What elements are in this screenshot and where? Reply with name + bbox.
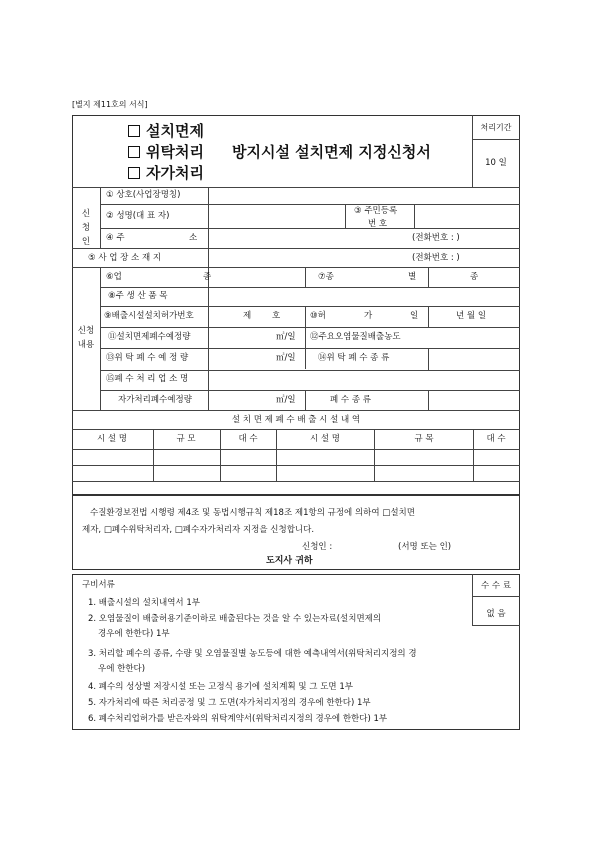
- self-volume-label: 자가처리폐수예정량: [118, 395, 192, 405]
- document-item: 1. 배출시설의 설치내역서 1부: [88, 598, 200, 608]
- pollutant-label: ⑫주요오염물질배출농도: [310, 332, 401, 342]
- title-option-consign: [128, 145, 204, 160]
- document-item: 2. 오염물질이 배출허용기준이하로 배출된다는 것을 알 수 있는자료(설치면제의: [88, 614, 382, 624]
- checkbox-consign[interactable]: [128, 146, 140, 158]
- resident-no-label-2: 번 호: [368, 219, 388, 229]
- divider: [100, 204, 520, 205]
- site-label: ⑤ 사 업 장 소 재 지: [88, 253, 162, 263]
- divider: [100, 370, 520, 371]
- divider: [72, 449, 520, 450]
- divider: [100, 187, 101, 248]
- divider: [100, 348, 520, 349]
- title-option-exempt: [128, 124, 204, 139]
- divider: [220, 429, 221, 481]
- divider: [72, 481, 520, 482]
- facility-header: 시 설 명: [309, 434, 341, 444]
- divider: [305, 306, 306, 369]
- divider: [305, 267, 306, 287]
- checkbox-self[interactable]: [128, 167, 140, 179]
- facility-header: 대 수: [238, 434, 258, 444]
- document-item: 4. 폐수의 성상별 저장시설 또는 고정식 용기에 설치계획 및 그 도면 1부: [88, 682, 353, 692]
- checkbox-exempt[interactable]: [128, 125, 140, 137]
- content-section-label: 신청내용: [77, 326, 95, 350]
- divider: [472, 139, 520, 140]
- permit-date-value: 년 월 일: [456, 311, 487, 321]
- consign-volume-label: ⑬위 탁 폐 수 예 정 량: [106, 353, 189, 363]
- divider: [153, 429, 154, 481]
- treatment-company-label: ⑮폐 수 처 리 업 소 명: [106, 374, 189, 384]
- exempt-volume-label: ⑪설치면제폐수예정량: [108, 332, 191, 342]
- title-option-self: [128, 166, 204, 181]
- facility-title: 설 치 면 제 폐 수 배 출 시 설 내 역: [231, 415, 361, 425]
- address-label-char: 소: [189, 233, 198, 243]
- exempt-volume-unit: ㎥/일: [276, 332, 296, 342]
- facility-header: 규 모: [176, 434, 196, 444]
- divider: [374, 429, 375, 481]
- divider: [100, 228, 520, 229]
- applicant-sign-label: 신청인 :: [302, 542, 333, 552]
- recipient: 도지사 귀하: [266, 556, 313, 566]
- document-item-cont: 경우에 한한다) 1부: [98, 629, 170, 639]
- title-option-label: 위탁처리: [146, 143, 204, 161]
- divider: [208, 187, 209, 410]
- self-type-label: 폐 수 종 류: [330, 395, 371, 405]
- divider: [414, 204, 415, 228]
- permit-date-label: ⑩허: [310, 311, 326, 321]
- category-label-mid: 별: [408, 272, 417, 282]
- divider: [276, 429, 277, 481]
- permit-no-label: ⑨배출시설설치허가번호: [104, 311, 194, 321]
- title-option-label: 설치면제: [146, 122, 204, 140]
- consign-volume-unit: ㎥/일: [276, 353, 296, 363]
- permit-ho: 호: [272, 311, 281, 321]
- document-item: 3. 처리할 폐수의 종류, 수량 및 오염물질별 농도등에 대한 예측내역서(위탁처리지정의 경: [88, 649, 417, 659]
- document-item: 6. 폐수처리업허가를 받은자와의 위탁계약서(위탁처리지정의 경우에 한한다) 1부: [88, 714, 388, 724]
- permit-je: 제: [243, 311, 252, 321]
- facility-header: 시 설 명: [96, 434, 128, 444]
- divider: [72, 187, 520, 188]
- divider: [428, 306, 429, 327]
- consign-type-label: ⑭위 탁 폐 수 종 류: [318, 353, 390, 363]
- divider: [472, 625, 520, 626]
- address-label: ④ 주: [106, 233, 125, 243]
- divider: [72, 429, 520, 430]
- statement-line-1: 수질환경보전법 시행령 제4조 및 동법시행규칙 제18조 제1항의 규정에 의하여 □설치면: [90, 508, 415, 518]
- site-phone: (전화번호 : ): [412, 253, 460, 263]
- document-item: 5. 자가처리에 따른 처리공정 및 그 도면(자가처리지정의 경우에 한한다) 1부: [88, 698, 371, 708]
- name-label: ② 성명(대 표 자): [106, 211, 170, 221]
- facility-header: 대 수: [486, 434, 506, 444]
- facility-header: 규 목: [414, 434, 434, 444]
- processing-value: 10 일: [485, 158, 507, 168]
- permit-date-label-char: 일: [410, 311, 419, 321]
- industry-label-char: 종: [203, 272, 212, 282]
- fee-value: 없 음: [486, 609, 506, 619]
- category-label: ⑦종: [318, 272, 334, 282]
- fee-label: 수 수 료: [480, 581, 512, 591]
- business-name-label: ① 상호(사업장명칭): [106, 190, 181, 200]
- divider: [473, 429, 474, 481]
- divider: [100, 306, 520, 307]
- products-label: ⑧주 생 산 품 목: [108, 291, 168, 301]
- resident-no-label: ③ 주민등록: [354, 206, 398, 216]
- statement-line-2: 제자, □폐수위탁처리자, □폐수자가처리자 지정을 신청합니다.: [82, 525, 315, 535]
- documents-title: 구비서류: [82, 580, 115, 590]
- divider: [428, 390, 429, 410]
- divider: [428, 348, 429, 370]
- permit-date-label-mid: 가: [364, 311, 373, 321]
- divider: [72, 267, 520, 268]
- divider: [345, 204, 346, 228]
- document-item-cont: 우에 한한다): [98, 664, 146, 674]
- address-phone: (전화번호 : ): [412, 233, 460, 243]
- category-label-char: 종: [470, 272, 479, 282]
- divider: [72, 248, 520, 249]
- divider: [305, 390, 306, 410]
- divider: [100, 327, 520, 328]
- divider: [72, 465, 520, 466]
- divider: [72, 410, 520, 411]
- industry-label: ⑥업: [106, 272, 122, 282]
- divider: [428, 267, 429, 287]
- divider: [100, 390, 520, 391]
- self-volume-unit: ㎥/일: [276, 395, 296, 405]
- divider: [472, 574, 473, 625]
- sign-note: (서명 또는 인): [398, 542, 452, 552]
- processing-label: 처리기간: [480, 123, 512, 132]
- title-option-label: 자가처리: [146, 164, 204, 182]
- divider: [100, 267, 101, 410]
- form-label: [별지 제11호의 서식]: [72, 100, 148, 109]
- title-main: 방지시설 설치면제 지정신청서: [232, 143, 431, 161]
- applicant-section-label: 신청인: [81, 209, 91, 247]
- divider: [472, 115, 473, 187]
- divider: [472, 596, 520, 597]
- divider: [100, 287, 520, 288]
